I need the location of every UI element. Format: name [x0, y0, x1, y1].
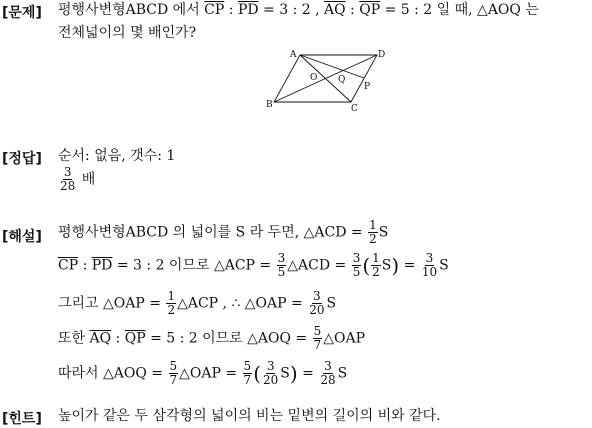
- problem-intro: 평행사변형ABCD 에서: [58, 2, 205, 18]
- fraction: $\frac{5}{7}$: [169, 359, 178, 387]
- explanation-line-2: $\overline{CP}$ : $\overline{PD} = 3$ : 2 이므로 △ACP = $\frac{3}{5}$ △ACD = $\frac{3}{5}$ ( $\frac{1}{2}$ S) = $\frac{3}{10}$ S: [58, 251, 449, 279]
- problem-line-2: 전체넓이의 몇 배인가?: [58, 25, 197, 41]
- fraction: $\frac{3}{5}$: [277, 251, 286, 279]
- explanation-line-4: 또한 $\overline{AQ}$ : $\overline{QP} = 5$ : 2 이므로 △AOQ = $\frac{5}{7}$ △OAP: [58, 324, 366, 352]
- diagonal-bd: [274, 55, 377, 102]
- fraction: $\frac{1}{2}$: [372, 251, 380, 279]
- point-d-label: D: [378, 50, 386, 60]
- ratio-text: = 5 : 2 일 때, △AOQ 는: [380, 2, 539, 18]
- point-c-label: C: [351, 104, 358, 114]
- answer-unit: 배: [81, 171, 96, 188]
- point-p-label: P: [364, 82, 371, 92]
- segment-qp: $\overline{QP}$: [359, 2, 381, 18]
- fraction: $\frac{1}{2}$: [369, 218, 377, 246]
- segment-pd: $\overline{PD}$: [237, 2, 259, 18]
- fraction: $\frac{3}{20}$: [263, 359, 279, 387]
- fraction: $\frac{1}{2}$: [167, 289, 176, 317]
- segment-cp: $\overline{CP}$: [204, 2, 225, 18]
- problem-label: [문제]: [2, 5, 42, 21]
- explanation-line-3: 그리고 △OAP = $\frac{1}{2}$ △ACP , ∴ △OAP = $\frac{3}{20}$ S: [58, 289, 337, 317]
- fraction: $\frac{5}{7}$: [243, 359, 252, 387]
- fraction: $\frac{3}{28}$: [320, 359, 336, 387]
- parallelogram-figure: [260, 45, 390, 117]
- hint-text: 높이가 같은 두 삼각형의 넓이의 비는 밑변의 길이의 비와 같다.: [58, 408, 441, 424]
- point-q-label: Q: [338, 75, 346, 85]
- answer-value: [58, 166, 95, 193]
- fraction: $\frac{3}{20}$: [309, 289, 325, 317]
- explanation-line-1: 평행사변형ABCD 의 넓이를 S 라 두면, △ACD = $\frac{1}{2}$ S: [58, 218, 389, 246]
- answer-line-1: 순서: 없음, 갯수: 1: [58, 148, 176, 164]
- fraction: $\frac{3}{10}$: [421, 251, 438, 279]
- answer-label: [정답]: [2, 151, 42, 167]
- explanation-label: [해설]: [2, 229, 42, 245]
- answer-fraction: $\frac{3}{28}$: [60, 165, 76, 193]
- point-a-label: A: [290, 50, 297, 60]
- point-b-label: B: [266, 100, 273, 110]
- fraction: $\frac{3}{5}$: [352, 251, 361, 279]
- explanation-line-5: 따라서 △AOQ = $\frac{5}{7}$ △OAP = $\frac{5}{7}$ ( $\frac{3}{20}$ S) = $\frac{3}{28}$ S: [58, 359, 348, 387]
- ratio-text: = 3 : 2 ,: [258, 2, 325, 18]
- segment-aq: $\overline{AQ}$: [324, 2, 346, 18]
- point-o-label: O: [310, 73, 318, 83]
- colon: :: [224, 2, 238, 18]
- hint-label: [힌트]: [2, 411, 42, 427]
- colon: :: [345, 2, 360, 18]
- fraction: $\frac{5}{7}$: [313, 324, 322, 352]
- problem-line-1: [58, 1, 539, 19]
